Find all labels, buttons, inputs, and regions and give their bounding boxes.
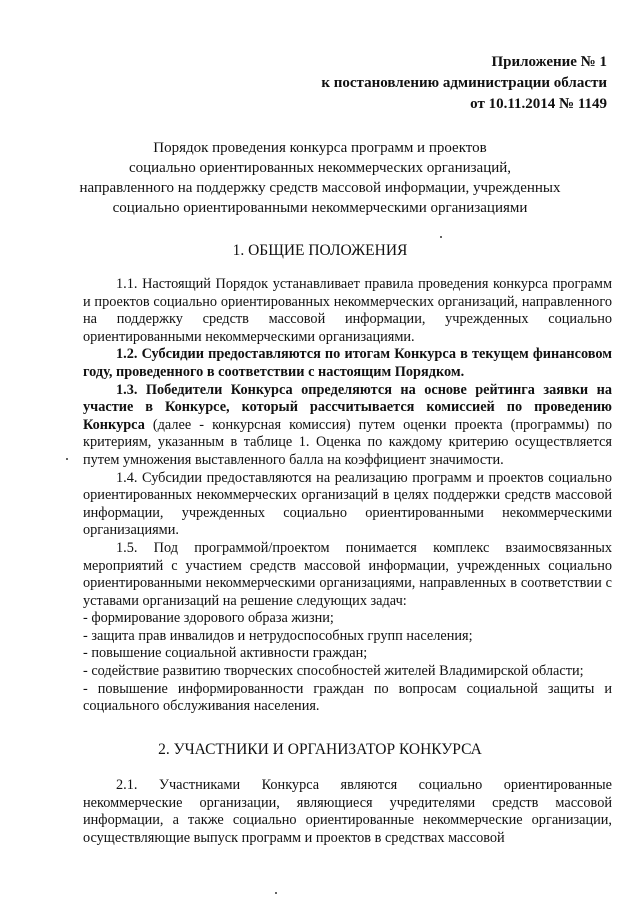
paragraph-2-1: 2.1. Участниками Конкурса являются социально ориентированные некоммерческие организации, являющиеся учредителями средств массовой информации, а также социально ориентированные некоммерческие организации, осуществляющие выпуск программ и проектов в средствах массовой: [83, 777, 612, 846]
appendix-date: от 10.11.2014 № 1149: [470, 96, 607, 112]
section-2-heading: 2. УЧАСТНИКИ И ОРГАНИЗАТОР КОНКУРСА: [158, 741, 482, 758]
paragraph-1-2: 1.2. Субсидии предоставляются по итогам Конкурса в текущем финансовом году, проведенного в соответствии с настоящим Порядком.: [83, 346, 612, 380]
paragraph-1-3-rest: (далее - конкурсная комиссия) путем оценки проекта (программы) по критериям, указанным в таблице 1. Оценка по каждому критерию осуществляется путем умножения выставленного балла на коэффициент значимости.: [83, 416, 612, 468]
section-1-body: [83, 276, 612, 716]
scan-speck: [275, 892, 277, 894]
paragraph-1-3: [83, 382, 612, 470]
scan-speck: [440, 236, 442, 238]
document-title: [40, 138, 600, 218]
paragraph-1-5: 1.5. Под программой/проектом понимается комплекс взаимосвязанных мероприятий с участием средств массовой информации, учрежденных социально ориентированными некоммерческими организациями, направленных в соответствии с уставами организаций на решение следующих задач:: [83, 539, 612, 609]
title-line: социально ориентированных некоммерческих организаций,: [128, 160, 512, 176]
section-1-heading: 1. ОБЩИЕ ПОЛОЖЕНИЯ: [232, 242, 408, 259]
title-line: социально ориентированными некоммерческими организациями: [112, 200, 528, 216]
task-list-item: - защита прав инвалидов и нетрудоспособных групп населения;: [83, 627, 473, 644]
appendix-header: [321, 52, 607, 115]
paragraph-1-4: 1.4. Субсидии предоставляются на реализацию программ и проектов социально ориентированных некоммерческих организаций в целях поддержки средств массовой информации, учрежденных социально ориентированными некоммерческими организациями.: [83, 469, 612, 539]
title-line: направленного на поддержку средств массовой информации, учрежденных: [79, 180, 561, 196]
task-list-item: - повышение информированности граждан по вопросам социальной защиты и социального обслуживания населения.: [83, 680, 612, 715]
scan-speck: [66, 458, 68, 460]
task-list-item: - формирование здорового образа жизни;: [83, 610, 334, 627]
appendix-number: Приложение № 1: [491, 54, 607, 70]
section-2-body: [83, 777, 612, 847]
task-list-item: - содействие развитию творческих способностей жителей Владимирской области;: [83, 663, 584, 680]
title-line: Порядок проведения конкурса программ и проектов: [153, 140, 487, 156]
paragraph-1-1: 1.1. Настоящий Порядок устанавливает правила проведения конкурса программ и проектов социально ориентированных некоммерческих организаций, направленного на поддержку средств массовой информации, учрежденных социально ориентированными некоммерческими организациями.: [83, 276, 612, 345]
appendix-resolution: к постановлению администрации области: [321, 75, 607, 91]
paragraph-1-3-bold: 1.3. Победители Конкурса определяются на основе рейтинга заявки на участие в Конкурсе, который рассчитывается комиссией по проведению Конкурса: [83, 381, 612, 433]
task-list-item: - повышение социальной активности граждан;: [83, 645, 368, 662]
